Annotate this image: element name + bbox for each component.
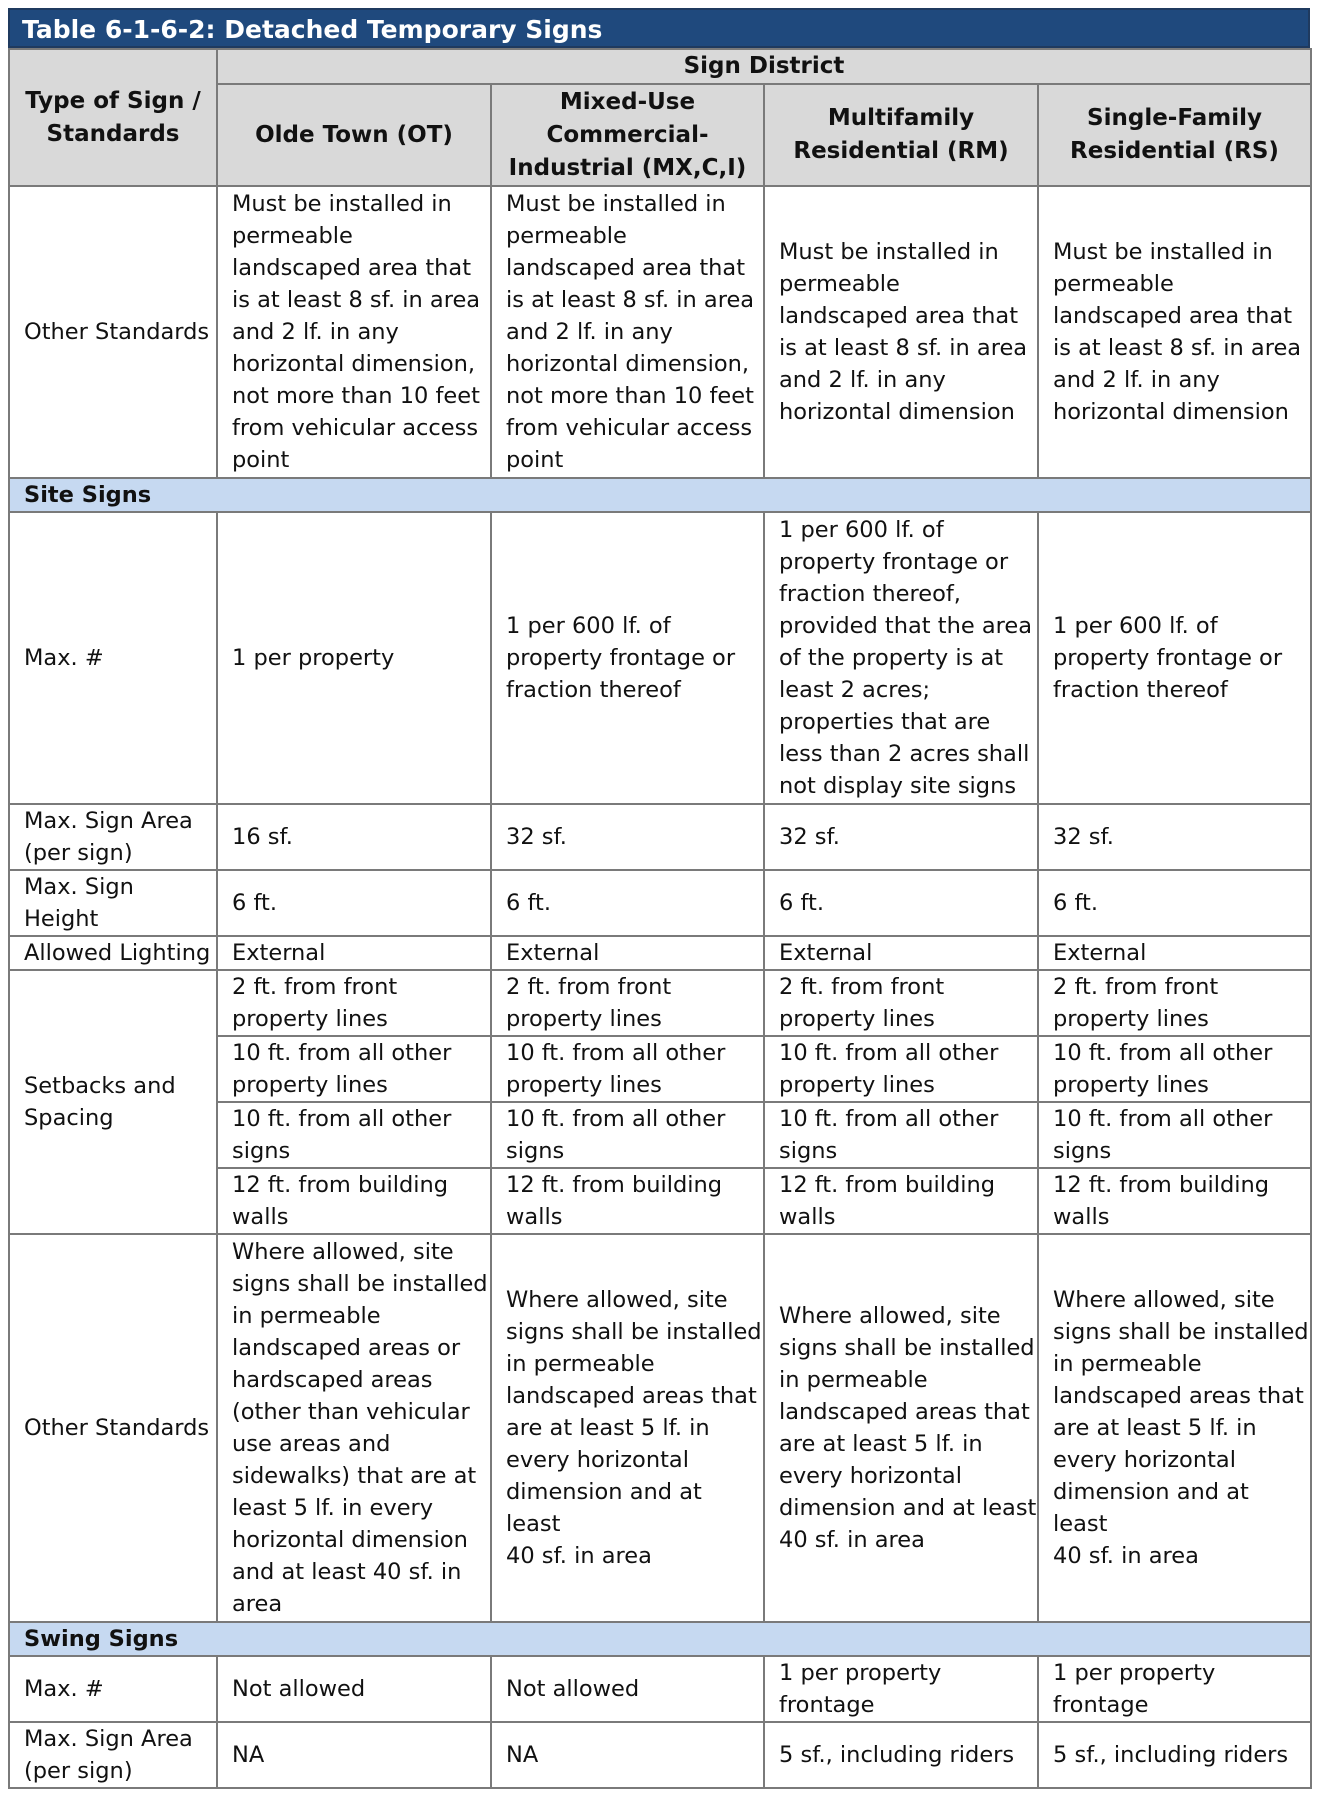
table-cell: 32 sf.: [491, 804, 764, 870]
table-row: [9, 936, 1311, 970]
table-cell: 2 ft. from front property lines: [217, 970, 491, 1036]
table-cell: 10 ft. from all other signs: [764, 1102, 1038, 1168]
row-label: Max. #: [9, 512, 217, 804]
table-cell: 12 ft. from building walls: [764, 1168, 1038, 1234]
table-cell: 32 sf.: [1038, 804, 1311, 870]
signs-table: [8, 48, 1312, 1789]
table-cell: External: [217, 936, 491, 970]
table-cell: 10 ft. from all other property lines: [217, 1036, 491, 1102]
table-cell: 6 ft.: [764, 870, 1038, 936]
table-row: [9, 804, 1311, 870]
table-cell: 10 ft. from all other signs: [491, 1102, 764, 1168]
table-cell: 1 per 600 lf. of property frontage or fraction thereof: [491, 512, 764, 804]
table-cell: NA: [491, 1722, 764, 1788]
col-header-mx: Mixed-Use Commercial- Industrial (MX,C,I): [491, 84, 764, 186]
table-cell: Not allowed: [217, 1656, 491, 1722]
table-cell: 5 sf., including riders: [1038, 1722, 1311, 1788]
table-cell: 1 per property frontage: [1038, 1656, 1311, 1722]
section-title: Swing Signs: [9, 1622, 1311, 1656]
table-cell: Where allowed, site signs shall be installed in permeable landscaped areas or hardscaped areas (other than vehicular use areas and sidewalks) that are at least 5 lf. in every horizontal dimension and at least 40 sf. in area: [217, 1234, 491, 1622]
table-cell: 32 sf.: [764, 804, 1038, 870]
table-cell: Where allowed, site signs shall be installed in permeable landscaped areas that are at least 5 lf. in every horizontal dimension and at least 40 sf. in area: [1038, 1234, 1311, 1622]
table-cell: 6 ft.: [1038, 870, 1311, 936]
table-cell: Must be installed in permeable landscaped area that is at least 8 sf. in area and 2 lf. in any horizontal dimension, not more than 10 feet from vehicular access point: [217, 186, 491, 478]
row-label: Setbacks and Spacing: [9, 970, 217, 1234]
table-row: [9, 1234, 1311, 1622]
table-row: [9, 512, 1311, 804]
section-title: Site Signs: [9, 478, 1311, 512]
table-cell: 10 ft. from all other property lines: [491, 1036, 764, 1102]
table-row: [9, 870, 1311, 936]
section-header-swing-signs: [9, 1622, 1311, 1656]
type-col-header: Type of Sign / Standards: [9, 49, 217, 186]
table-cell: 1 per 600 lf. of property frontage or fraction thereof, provided that the area of the property is at least 2 acres; properties that are less than 2 acres shall not display site signs: [764, 512, 1038, 804]
row-label: Other Standards: [9, 1234, 217, 1622]
table-cell: Must be installed in permeable landscaped area that is at least 8 sf. in area and 2 lf. in any horizontal dimension: [1038, 186, 1311, 478]
sign-district-header: Sign District: [217, 49, 1311, 84]
table-cell: 12 ft. from building walls: [217, 1168, 491, 1234]
table-cell: 6 ft.: [491, 870, 764, 936]
table-cell: External: [1038, 936, 1311, 970]
table-cell: Must be installed in permeable landscaped area that is at least 8 sf. in area and 2 lf. in any horizontal dimension: [764, 186, 1038, 478]
table-cell: External: [491, 936, 764, 970]
table-cell: 5 sf., including riders: [764, 1722, 1038, 1788]
table-cell: Where allowed, site signs shall be installed in permeable landscaped areas that are at least 5 lf. in every horizontal dimension and at least 40 sf. in area: [491, 1234, 764, 1622]
row-label: Max. #: [9, 1656, 217, 1722]
table-cell: 10 ft. from all other property lines: [1038, 1036, 1311, 1102]
table-cell: 12 ft. from building walls: [1038, 1168, 1311, 1234]
col-header-rs: Single-Family Residential (RS): [1038, 84, 1311, 186]
col-header-ot: Olde Town (OT): [217, 84, 491, 186]
table-cell: 2 ft. from front property lines: [764, 970, 1038, 1036]
table-cell: 16 sf.: [217, 804, 491, 870]
table-cell: 6 ft.: [217, 870, 491, 936]
row-label: Other Standards: [9, 186, 217, 478]
col-header-rm: Multifamily Residential (RM): [764, 84, 1038, 186]
table-row: [9, 1722, 1311, 1788]
table-cell: 1 per property: [217, 512, 491, 804]
table-cell: Must be installed in permeable landscaped area that is at least 8 sf. in area and 2 lf. in any horizontal dimension, not more than 10 feet from vehicular access point: [491, 186, 764, 478]
row-label: Allowed Lighting: [9, 936, 217, 970]
table-cell: 2 ft. from front property lines: [491, 970, 764, 1036]
table-cell: 12 ft. from building walls: [491, 1168, 764, 1234]
table-cell: 10 ft. from all other property lines: [764, 1036, 1038, 1102]
table-cell: External: [764, 936, 1038, 970]
table-row: [9, 970, 1311, 1036]
table-cell: 1 per property frontage: [764, 1656, 1038, 1722]
table-cell: 2 ft. from front property lines: [1038, 970, 1311, 1036]
section-header-site-signs: [9, 478, 1311, 512]
table-cell: 10 ft. from all other signs: [1038, 1102, 1311, 1168]
table-cell: 1 per 600 lf. of property frontage or fraction thereof: [1038, 512, 1311, 804]
table-cell: NA: [217, 1722, 491, 1788]
table-row: [9, 1656, 1311, 1722]
row-label: Max. Sign Area (per sign): [9, 1722, 217, 1788]
table-title: Table 6-1-6-2: Detached Temporary Signs: [8, 8, 1310, 48]
row-label: Max. Sign Height: [9, 870, 217, 936]
row-label: Max. Sign Area (per sign): [9, 804, 217, 870]
table-cell: Not allowed: [491, 1656, 764, 1722]
table-cell: 10 ft. from all other signs: [217, 1102, 491, 1168]
table-cell: Where allowed, site signs shall be installed in permeable landscaped areas that are at least 5 lf. in every horizontal dimension and at least 40 sf. in area: [764, 1234, 1038, 1622]
table-row: [9, 186, 1311, 478]
